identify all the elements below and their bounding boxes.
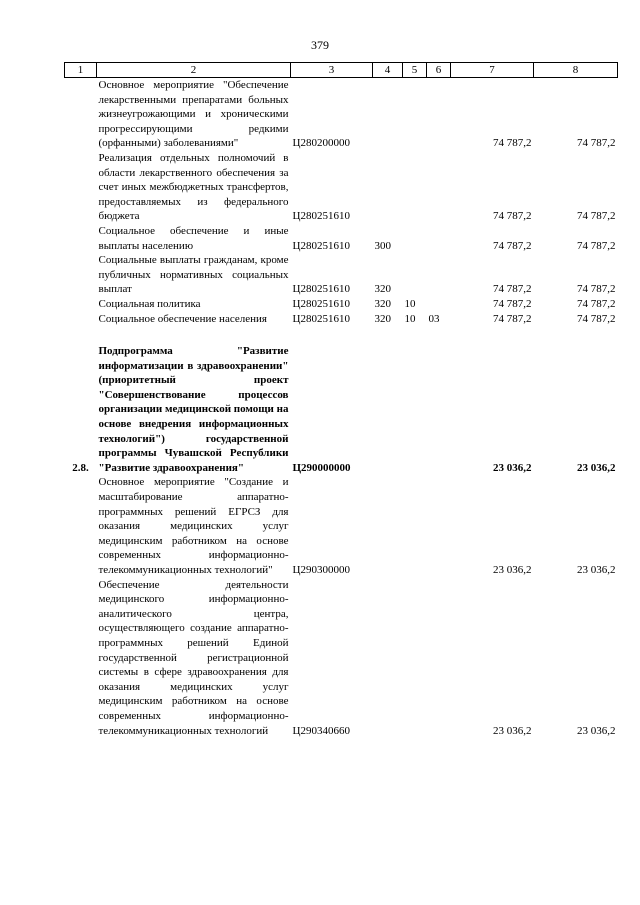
target-code: Ц290340660 [292, 724, 350, 737]
amount-col7: 23 036,2 [493, 724, 532, 737]
target-code: Ц280251610 [292, 297, 350, 310]
section-code [403, 151, 427, 224]
amount-col8: 23 036,2 [577, 461, 616, 474]
header-cell: 7 [451, 63, 534, 78]
row-spacer [65, 326, 618, 344]
subsection-code [427, 78, 451, 151]
section-code: 10 [404, 312, 416, 325]
amount-col8: 74 787,2 [577, 283, 616, 296]
section-code [403, 224, 427, 253]
target-code: Ц280251610 [292, 239, 350, 252]
amount-col7: 74 787,2 [493, 239, 532, 252]
row-description: Основное мероприятие "Обеспечение лекарственными препаратами больных жизнеугрожающими и хроническими прогрессирующими редкими (орфанными) заболеваниями" [98, 79, 289, 150]
row-description: Основное мероприятие "Создание и масштабирование аппаратно-программных решений ЕГРСЗ для оказания медицинских услуг медицинским работником на основе современных информационно-телекоммуникационных технологий" [98, 476, 289, 576]
header-cell: 1 [65, 63, 97, 78]
table-row [65, 224, 618, 253]
table-row [65, 475, 618, 577]
expense-type [373, 151, 403, 224]
table-row [65, 78, 618, 151]
header-cell: 3 [291, 63, 373, 78]
amount-col8: 74 787,2 [577, 210, 616, 223]
header-cell: 6 [427, 63, 451, 78]
section-code: 10 [404, 297, 416, 310]
target-code: Ц280251610 [292, 312, 350, 325]
table-row [65, 253, 618, 297]
amount-col8: 23 036,2 [577, 724, 616, 737]
expense-type: 320 [374, 297, 391, 310]
amount-col8: 74 787,2 [577, 137, 616, 150]
section-code [403, 578, 427, 739]
target-code: Ц280200000 [292, 137, 350, 150]
section-number [65, 475, 97, 577]
amount-col7: 74 787,2 [493, 283, 532, 296]
table-row [65, 297, 618, 312]
table-row [65, 312, 618, 327]
table-row [65, 151, 618, 224]
amount-col8: 23 036,2 [577, 564, 616, 576]
expense-type [373, 344, 403, 475]
table-row [65, 578, 618, 739]
section-number [65, 224, 97, 253]
section-number [65, 312, 97, 327]
expense-type: 320 [374, 283, 391, 296]
subsection-code [427, 475, 451, 577]
amount-col7: 74 787,2 [493, 312, 532, 325]
page-number: 379 [311, 38, 329, 52]
expense-type [373, 78, 403, 151]
row-description: Социальная политика [98, 297, 201, 310]
section-code [403, 78, 427, 151]
header-cell: 8 [534, 63, 618, 78]
section-number [65, 253, 97, 297]
row-description: Подпрограмма "Развитие информатизации в здравоохранении" (приоритетный проект "Совершенствование процессов организации медицинской помощи на основе внедрения информационных технологий") государственной программы Чувашской Республики "Развитие здравоохранения" [98, 345, 289, 474]
spacer-cell [65, 326, 618, 344]
subsection-code: 03 [428, 312, 440, 325]
row-description: Социальное обеспечение и иные выплаты населению [98, 224, 289, 252]
target-code: Ц290300000 [292, 564, 350, 576]
row-description: Социальные выплаты гражданам, кроме публичных нормативных социальных выплат [98, 254, 289, 296]
section-number: 2.8. [72, 461, 89, 474]
subsection-code [427, 578, 451, 739]
header-cell: 4 [373, 63, 403, 78]
section-number [65, 578, 97, 739]
amount-col7: 74 787,2 [493, 297, 532, 310]
target-code: Ц290000000 [292, 461, 351, 474]
amount-col7: 74 787,2 [493, 137, 532, 150]
section-code [403, 253, 427, 297]
expense-type [373, 475, 403, 577]
subsection-code [427, 253, 451, 297]
header-cell: 2 [97, 63, 291, 78]
section-code [403, 475, 427, 577]
section-number [65, 78, 97, 151]
expense-type [373, 578, 403, 739]
row-description: Реализация отдельных полномочий в области лекарственного обеспечения за счет иных межбюджетных трансфертов, предоставляемых из федерального бюджета [98, 151, 289, 223]
row-description: Социальное обеспечение населения [98, 312, 267, 325]
subsection-code [427, 224, 451, 253]
budget-table [64, 62, 618, 738]
target-code: Ц280251610 [292, 283, 350, 296]
amount-col8: 74 787,2 [577, 239, 616, 252]
amount-col8: 74 787,2 [577, 312, 616, 325]
subsection-code [427, 344, 451, 475]
subsection-code [427, 297, 451, 312]
row-description: Обеспечение деятельности медицинского информационно-аналитического центра, осуществляющего создание аппаратно-программных решений Единой государственной регистрационной системы в сфере здравоохранения для оказания медицинских услуг медицинским работником на основе современных информационно-телекоммуникационных технологий [98, 578, 289, 737]
expense-type: 300 [374, 239, 391, 252]
table-row [65, 344, 618, 475]
table-header [65, 63, 618, 78]
expense-type: 320 [374, 312, 391, 325]
amount-col7: 23 036,2 [493, 461, 532, 474]
section-code [403, 344, 427, 475]
section-number [65, 151, 97, 224]
amount-col7: 23 036,2 [493, 564, 532, 576]
target-code: Ц280251610 [292, 210, 350, 223]
amount-col7: 74 787,2 [493, 210, 532, 223]
section-number [65, 297, 97, 312]
subsection-code [427, 151, 451, 224]
header-cell: 5 [403, 63, 427, 78]
amount-col8: 74 787,2 [577, 297, 616, 310]
